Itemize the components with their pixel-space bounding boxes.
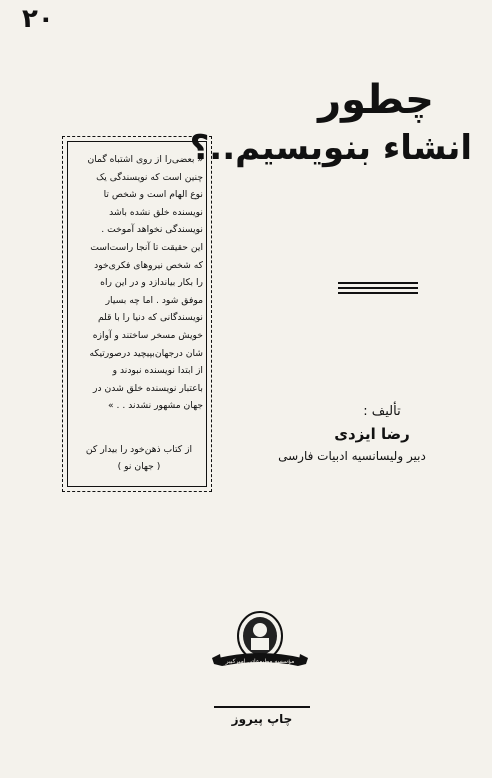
- publisher-logo-icon: [210, 608, 310, 680]
- quote-line: را بکار بیاندازد و در این راه: [100, 277, 203, 289]
- title-line-2: انشاء بنویسیم..؟: [189, 128, 472, 168]
- quote-line: چنین است که نویسندگی یک: [96, 171, 203, 183]
- quote-line: موفق شود . اما چه بسیار: [105, 294, 203, 306]
- quote-line: باعتبار نویسنده خلق شدن در: [93, 382, 203, 394]
- page-number: ٢٠: [22, 4, 54, 34]
- decorative-rules: [338, 282, 418, 297]
- quote-line: خویش مسخر ساختند و آوازه: [92, 329, 203, 341]
- author-title: دبیر ولیسانسیه ادبیات فارسی: [278, 449, 426, 463]
- quote-line: شان درجهان‌بپیچید درصورتیکه: [89, 347, 203, 359]
- quote-line: نویسنده خلق نشده باشد: [109, 206, 203, 218]
- quote-line: نوع الهام است و شخص تا: [103, 189, 203, 201]
- quote-line: نویسندگانی که دنیا را با قلم: [97, 312, 203, 324]
- quote-line: « بعضی‌را از روی اشتباه گمان: [87, 154, 203, 165]
- quote-text: [75, 151, 203, 415]
- quote-line: جهان مشهور نشدند . . »: [107, 400, 203, 412]
- quote-box: [62, 136, 212, 492]
- quote-source-publisher: ( جهان نو ): [117, 461, 161, 472]
- quote-source-book: از کتاب ذهن‌خود را بیدار کن: [85, 444, 193, 455]
- author-name: رضا ایزدی: [334, 425, 410, 443]
- quote-line: که شخص نیروهای فکری‌خود: [94, 259, 203, 271]
- author-block: [242, 404, 462, 463]
- quote-line: نویسندگی نخواهد آموخت .: [101, 224, 203, 236]
- divider-line: [214, 706, 310, 708]
- quote-line: از ابتدا نویسنده نبودند و: [112, 365, 203, 377]
- quote-line: این حقیقت تا آنجا راست‌است: [90, 241, 203, 253]
- printer-name: چاپ پیروز: [231, 712, 293, 726]
- title-line-1: چطور: [318, 77, 434, 123]
- publisher-logo-text: مؤسسه مطبوعاتی امیرکبیر: [225, 658, 295, 665]
- author-label: تألیف :: [363, 404, 401, 419]
- quote-source: [75, 441, 203, 475]
